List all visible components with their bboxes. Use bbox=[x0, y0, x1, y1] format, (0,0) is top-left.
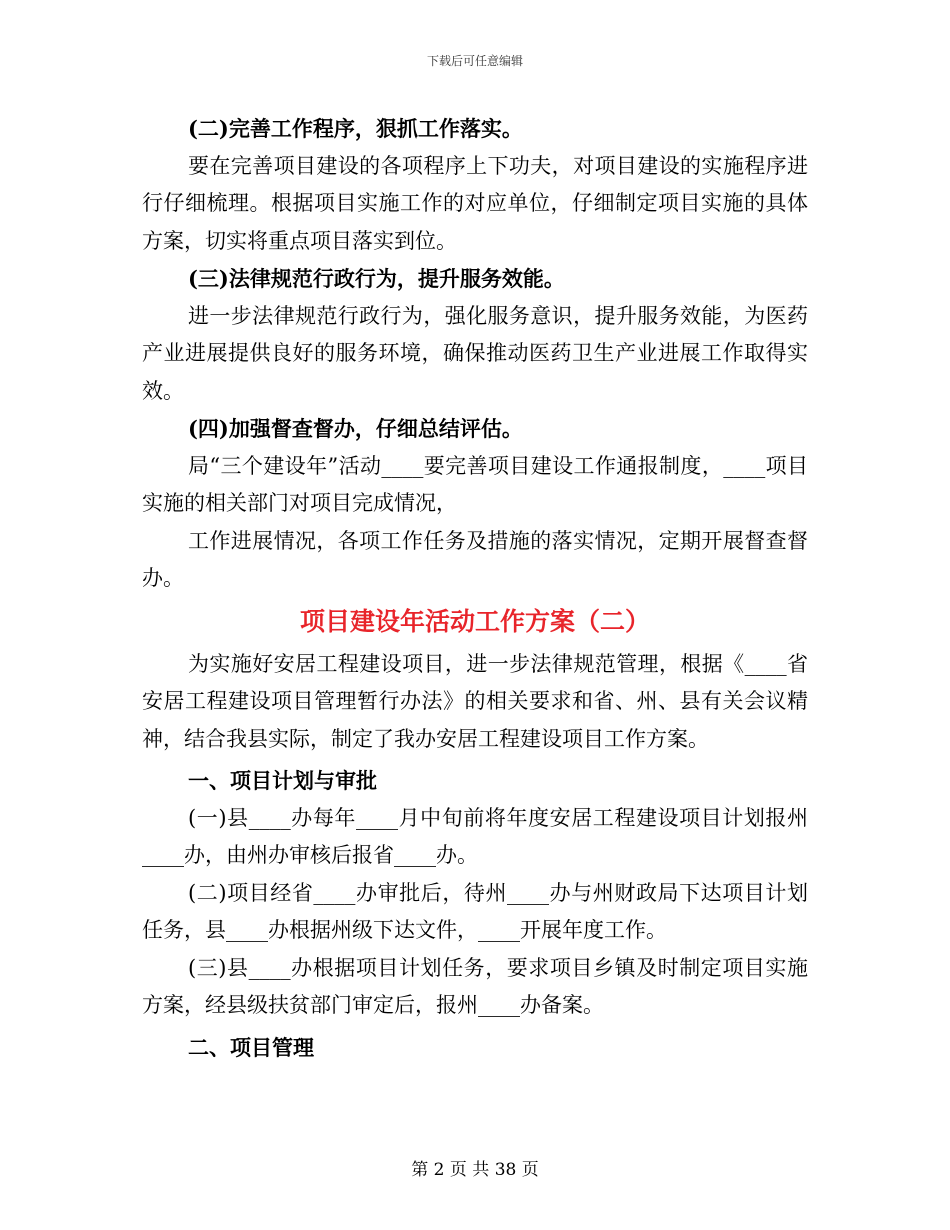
document-body bbox=[142, 110, 808, 1066]
section-heading: (四)加强督查督办，仔细总结评估。 bbox=[188, 416, 523, 441]
page-number: 第 2 页 共 38 页 bbox=[411, 1160, 539, 1180]
page-header-note: 下载后可任意编辑 bbox=[426, 54, 523, 68]
section-heading: (三)法律规范行政行为，提升服务效能。 bbox=[188, 266, 565, 291]
section-heading: 一、项目计划与审批 bbox=[188, 768, 377, 793]
paragraph: 局“三个建设年”活动____要完善项目建设工作通报制度，____项目实施的相关部门对项目完成情况， bbox=[142, 453, 808, 515]
paragraph: 为实施好安居工程建设项目，进一步法律规范管理，根据《____省安居工程建设项目管理暂行办法》的相关要求和省、州、县有关会议精神，结合我县实际，制定了我办安居工程建设项目工作方案。 bbox=[142, 651, 808, 751]
section-heading: (二)完善工作程序，狠抓工作落实。 bbox=[188, 116, 523, 141]
paragraph: (二)项目经省____办审批后，待州____办与州财政局下达项目计划任务，县____办根据州级下达文件，____开展年度工作。 bbox=[142, 880, 808, 942]
paragraph: (三)县____办根据项目计划任务，要求项目乡镇及时制定项目实施方案，经县级扶贫部门审定后，报州____办备案。 bbox=[142, 955, 808, 1017]
section-heading: 二、项目管理 bbox=[188, 1034, 314, 1060]
paragraph: 要在完善项目建设的各项程序上下功夫，对项目建设的实施程序进行仔细梳理。根据项目实施工作的对应单位，仔细制定项目实施的具体方案，切实将重点项目落实到位。 bbox=[142, 153, 808, 253]
paragraph: 进一步法律规范行政行为，强化服务意识，提升服务效能，为医药产业进展提供良好的服务环境，确保推动医药卫生产业进展工作取得实效。 bbox=[142, 303, 808, 403]
paragraph: 工作进展情况，各项工作任务及措施的落实情况，定期开展督查督办。 bbox=[142, 528, 808, 590]
document-title: 项目建设年活动工作方案（二） bbox=[299, 606, 650, 636]
paragraph: (一)县____办每年____月中旬前将年度安居工程建设项目计划报州____办，由州办审核后报省____办。 bbox=[142, 805, 808, 867]
